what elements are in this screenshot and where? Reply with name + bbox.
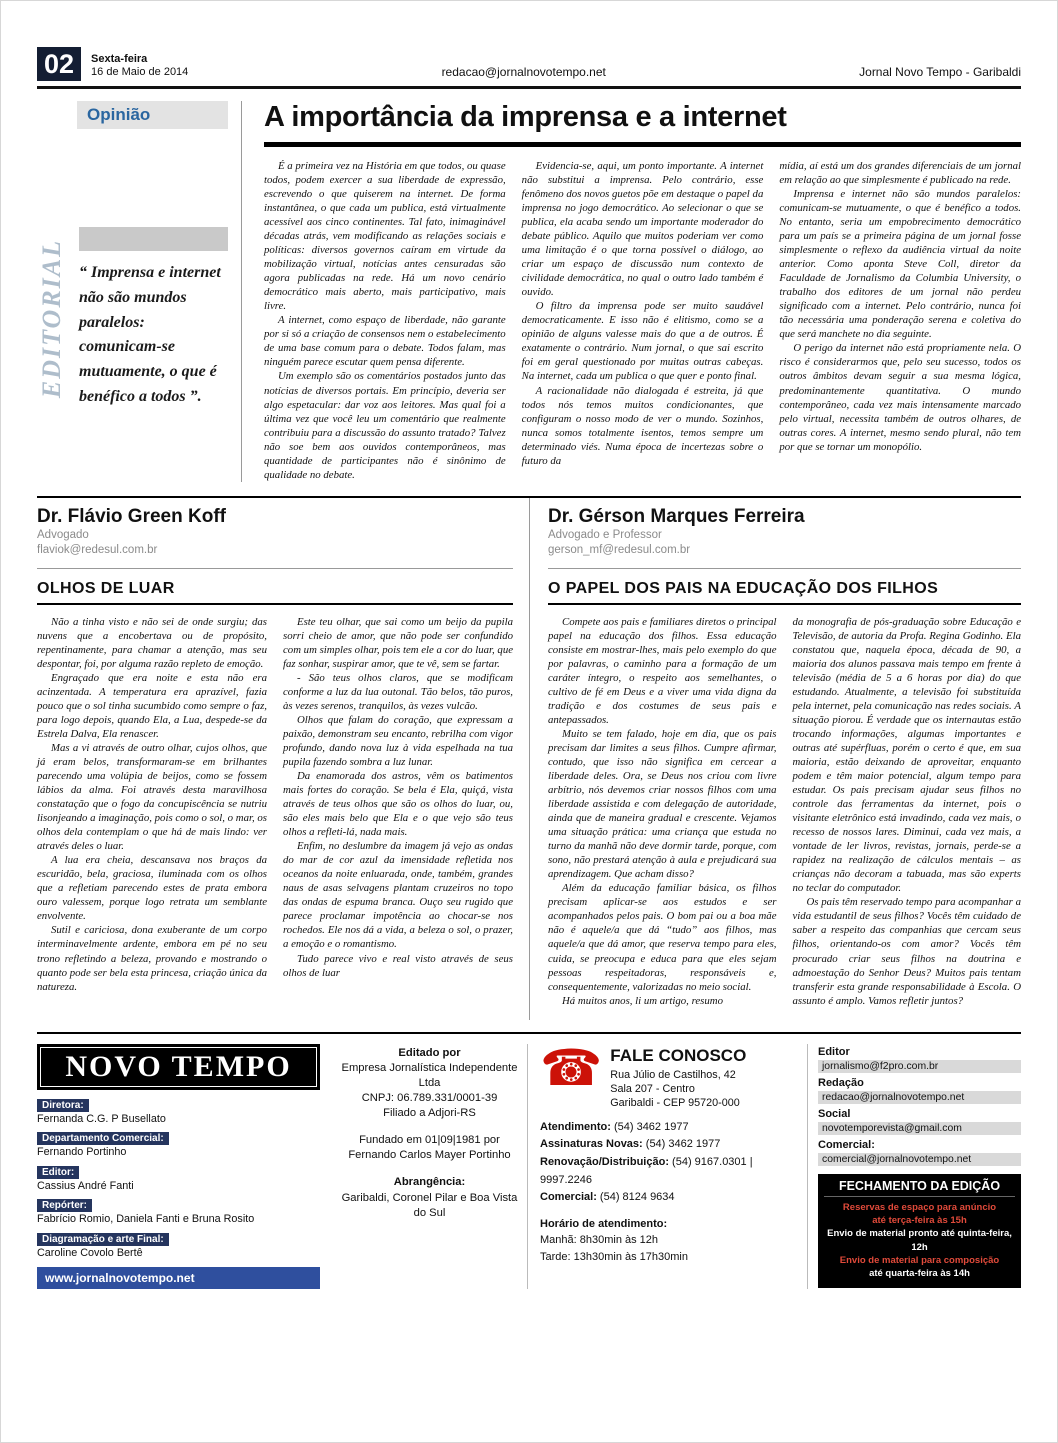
hours-afternoon: Tarde: 13h30min às 17h30min — [540, 1250, 688, 1263]
phone-number: (54) 3462 1977 — [645, 1138, 721, 1151]
phone-item — [540, 1154, 797, 1189]
paragraph: mídia, aí está um dos grandes diferenciais de um jornal em relação ao que simplesmente é publicado na rede. — [779, 160, 1022, 187]
email-label: Comercial: — [818, 1138, 875, 1151]
paragraph: Este teu olhar, que sai como um beijo da pupila sorri cheio de amor, que não pode ser confundido com um simples olhar, pois tem ele a cor do luar, que faz sonhar, suspirar amor, que te vê, sem se fartar. — [283, 615, 514, 670]
article-column-2 — [793, 615, 1022, 1008]
editorial-column-1 — [264, 159, 506, 482]
article-title: O PAPEL DOS PAIS NA EDUCAÇÃO DOS FILHOS — [548, 580, 1021, 605]
phone-label: Atendimento: — [540, 1120, 611, 1133]
paragraph: Imprensa e internet não são mundos paralelos: comunicam-se mutuamente, o que é benéfico a todos. No entanto, seria um empobrecimento democrático para um país se a primeira página de um jornal fosse simplesmente o reflexo da audiência virtual da noite anterior. Como aponta Steve Coll, diretor da Faculdade de Jornalismo da Columbia University, o trabalho dos editores de um jornal não perdeu significado com a internet. Pelo contrário, nunca foi tão necessária uma ponderação serena e coletiva do que será manchete no dia seguinte. — [779, 188, 1022, 341]
article-columns — [548, 615, 1021, 1008]
email-address: redacao@jornalnovotempo.net — [818, 1091, 1021, 1104]
edited-by-label: Editado por — [398, 1046, 461, 1059]
weekday: Sexta-feira — [91, 52, 148, 65]
staff-value: Fernando Portinho — [37, 1146, 127, 1159]
publisher-block — [332, 1044, 527, 1289]
newspaper-page — [1, 1, 1057, 1303]
phone-number: (54) 8124 9634 — [599, 1191, 675, 1204]
address-line-3: Garibaldi - CEP 95720-000 — [610, 1096, 740, 1109]
phone-label: Comercial: — [540, 1191, 597, 1204]
article-column-1 — [548, 615, 777, 1008]
paragraph: Além da educação familiar básica, os filhos precisam aplicar-se aos estudos e ser acompanhados pelos pais. O bom pai ou a boa mãe não é aquele/a que dá “tudo” aos filhos, mas aquele/a que dá amor, que reserva tempo para eles, cuida, se preocupa e educa para que eles sejam pessoas respeitadoras, responsáveis e, consequentemente, valorizadas no meio social. — [548, 882, 777, 993]
phone-item — [540, 1119, 797, 1137]
editorial-column-3 — [779, 159, 1021, 482]
closing-line: Envio de material para composição — [839, 1254, 1000, 1266]
paragraph: Olhos que falam do coração, que expressam a paixão, demonstram seu encanto, rebrilha com vigor profundo, dando nova luz à vida espelhada na tua pupila fazendo sombra a luz lunar. — [283, 713, 513, 769]
email-label: Social — [818, 1107, 851, 1120]
paragraph: - São teus olhos claros, que se modificam conforme a luz da lua outonal. Tão belos, tão puros, às vezes serenos, tranquilos, às vezes vulcão. — [283, 671, 513, 712]
staff-label: Repórter: — [37, 1199, 92, 1212]
email-address: comercial@jornalnovotempo.net — [818, 1153, 1021, 1166]
phone-item — [540, 1136, 797, 1154]
website-bar: www.jornalnovotempo.net — [37, 1267, 320, 1289]
article-olhos-de-luar — [37, 498, 529, 1020]
contact-block — [527, 1039, 807, 1289]
page-number: 02 — [37, 47, 81, 81]
editorial-vertical-label: EDITORIAL — [37, 239, 66, 399]
phone-number: (54) 9167.0301 | 9997.2246 — [540, 1155, 753, 1186]
editorial-section — [37, 101, 1021, 482]
paper-name: Jornal Novo Tempo - Garibaldi — [859, 65, 1021, 79]
paragraph: Mas a vi através de outro olhar, cujos olhos, que já eram belos, transformaram-se em brilhantes parecendo uma volúpia de beijos, como se fossem lábios da alma. Foi através desta maravilhosa constatação que o fogo da concupiscência se nutriu lisonjeando a imaginação, pois como o sol, o mar, os olhos dela contemplam o que há de mais lindo: ver através deles o luar. — [37, 742, 267, 853]
email-label: Redação — [818, 1076, 864, 1089]
staff-item — [37, 1162, 320, 1193]
closing-line: até quarta-feira às 14h — [869, 1268, 970, 1280]
staff-label: Departamento Comercial: — [37, 1132, 169, 1145]
paragraph: Muito se tem falado, hoje em dia, que os pais precisam dar limites a seus filhos. Cumpre afirmar, contudo, que isso não significa em cercear a liberdade deles. Ora, se Deus nos criou com livre arbítrio, nós devemos criar nossos filhos com uma liberdade assistida e com delegação de autoridade, ainda que de maneira gradual e crescente. Vejamos uma situação prática: uma criança que estuda no turno da manhã não deve dormir tarde, porque, com sono, não prestará atenção à aula e prejudicará sua aprendizagem. Que acham disso? — [548, 728, 777, 881]
hours-morning: Manhã: 8h30min às 12h — [540, 1234, 659, 1247]
email-label: Editor — [818, 1045, 850, 1058]
section-label-opiniao: Opinião — [77, 101, 228, 129]
paragraph: Engraçado que era noite e esta não era acinzentada. A temperatura era aprazível, fazia pouco que o sol tinha sucumbido como sempre o faz, para logo depois, quando Ela, a Lua, despede-se da Estrela Dalva, Ela renascer. — [37, 671, 267, 740]
quote-decorative-bar — [79, 227, 228, 251]
staff-value: Fabrício Romio, Daniela Fanti e Bruna Rosito — [37, 1213, 255, 1226]
closing-line: Envio de material pronto até quinta-feira, 12h — [827, 1228, 1012, 1253]
hours-label: Horário de atendimento: — [540, 1217, 668, 1230]
editorial-column-2 — [522, 159, 764, 482]
author-articles — [37, 496, 1021, 1020]
paragraph: Os pais têm reservado tempo para acompanhar a vida estudantil de seus filhos? Vocês têm cuidado de saber a respeito das companhias que cercam seus filhos, orientando-os com amor? Vocês têm procurado criar seus filhos na doutrina e admoestação do Senhor Deus? Muitos pais tentam transferir esta grande responsabilidade à Escola. O assunto é amplo. Vamos refletir juntos? — [792, 896, 1021, 1007]
staff-label: Diretora: — [37, 1099, 89, 1112]
pull-quote: “ Imprensa e internet não são mundos paralelos: comunicam-se mutuamente, o que é benéfico a todos ”. — [79, 264, 221, 405]
staff-block — [37, 1044, 332, 1289]
paragraph: A lua era cheia, descansava nos braços da escuridão, bela, graciosa, iluminada com os olhos que a refletiam parecendo estes de prata embora ouro valessem, porque logo retrata um semblante envolvente. — [37, 854, 267, 923]
date-block — [91, 53, 188, 82]
email-address: novotemporevista@gmail.com — [818, 1122, 1021, 1135]
author-role: Advogado e Professor — [548, 528, 662, 541]
editorial-columns — [264, 159, 1021, 482]
paragraph: da monografia de pós-graduação sobre Educação e Televisão, de autoria da Profa. Regina Godinho. Ela constatou que, naquela época, década de 90, a maioria dos alunos passava mais tempo em frente à televisão (média de 5 a 6 horas por dia) do que estudando. Atualmente, a televisão foi substituída pela internet, pela comunicação nas redes sociais. A situação piorou. É verdade que os internautas estão trocando informações, algumas importantes e outras até supérfluas, porém o certo é que, em sua maioria, estão deixando de aproveitar, enquanto podem e têm maior potencial, algum tempo para estudar. Os pais precisam ajudar seus filhos no controle das ferramentas da internet, pois o visitante eletrônico está invadindo, cada vez mais, o recesso de nossos lares. Diminui, cada vez mais, a vontade de ler livros, revistas, jornais, perde-se a rapidez na realização de cálculos mentais – as crianças não decoram a tabuada, mas são experts no teclar do computador. — [792, 615, 1021, 895]
paragraph: Evidencia-se, aqui, um ponto importante. A internet não substitui a imprensa. Pelo contrário, esse fenômeno dos novos guetos põe em destaque o papel da imprensa no jogo democrático. Ao selecionar o que se publica, ela acaba sendo um importante moderador do debate público. Aquilo que muitos poderiam ver como uma limitação é o que torna possível o diálogo, ao criar um espaço de discussão num contexto de civilidade democrática, no qual o outro lado também é ouvido. — [521, 160, 764, 299]
paragraph: O perigo da internet não está propriamente nela. O risco é considerarmos que, pelo seu sucesso, todos os outros âmbitos devam seguir a sua mesma lógica, predominantemente quantitativa. O mundo contemporâneo, cada vez mais intensamente marcado pelo virtual, necessita também de outros olhares, de outras cores. A internet, mesmo sendo plural, não tem por que se tornar um monopólio. — [779, 342, 1022, 453]
staff-value: Caroline Covolo Bertê — [37, 1246, 143, 1259]
staff-item — [37, 1095, 320, 1126]
pull-quote-block — [79, 227, 228, 410]
staff-label: Diagramação e arte Final: — [37, 1233, 169, 1246]
editorial-rail — [37, 101, 242, 482]
opening-hours — [540, 1216, 797, 1266]
address-line-2: Sala 207 - Centro — [610, 1082, 695, 1095]
author-email: gerson_mf@redesul.com.br — [548, 544, 691, 557]
logo-text: NOVO TEMPO — [40, 1047, 317, 1087]
staff-value: Fernanda C.G. P Busellato — [37, 1112, 166, 1125]
contact-header — [540, 1039, 797, 1110]
contact-title: FALE CONOSCO — [610, 1045, 747, 1065]
paragraph: Compete aos pais e familiares diretos o principal papel na educação dos filhos. Essa educação consiste em mostrar-lhes, mais pelo exemplo do que por palavras, o caminho para a formação de um caráter íntegro, o respeito aos semelhantes, o cultivo de fé em Deus e a viver uma vida digna da tradição e dos costumes de seus pais e antepassados. — [548, 615, 777, 726]
paragraph: Um exemplo são os comentários postados junto das notícias de diversos portais. Em princípio, deveria ser algo espetacular: dar voz aos leitores. Mas qual foi a última vez que você leu um comentário que realmente contribuiu para a discussão do assunto tratado? Talvez não soe bem aos ouvidos contemporâneos, mas quantidade de participantes não é sinônimo de qualidade no debate. — [264, 370, 506, 481]
publisher-cnpj: CNPJ: 06.789.331/0001-39 — [361, 1091, 498, 1104]
masthead — [37, 47, 1021, 89]
date: 16 de Maio de 2014 — [91, 66, 189, 79]
article-columns — [37, 615, 513, 994]
paragraph: Sutil e cariciosa, dona exuberante de um corpo interminavelmente ardente, embora em pé no seu trono refletindo a beleza, provando e mostrando o quanto pode ser bela esta princesa, criação única da natureza. — [37, 924, 267, 993]
edition-closing-box — [818, 1174, 1021, 1289]
coverage-area: Garibaldi, Coronel Pilar e Boa Vista do Sul — [341, 1191, 518, 1219]
author-header — [37, 506, 513, 569]
paragraph: Tudo parece vivo e real visto através de seus olhos de luar — [283, 952, 513, 979]
paragraph: A racionalidade não dialogada é estreita, já que todos nós temos muitos condicionantes, que configuram o nosso modo de ver o mundo. Sozinhos, nunca somos totalmente isentos, temos sempre um determinado viés. Numa época de incertezas sobre o futuro da — [521, 384, 764, 467]
staff-list — [37, 1095, 320, 1260]
staff-label: Editor: — [37, 1166, 79, 1179]
coverage-label: Abrangência: — [393, 1176, 466, 1189]
closing-line: Reservas de espaço para anúncio — [842, 1201, 997, 1213]
phone-label: Renovação/Distribuição: — [540, 1155, 669, 1168]
staff-item — [37, 1128, 320, 1159]
author-role: Advogado — [37, 528, 89, 541]
paragraph: É a primeira vez na História em que todos, ou quase todos, podem exercer a sua liberdade de expressão, escrevendo o que quiserem na internet. De forma instantânea, o que cada um publica, está virtualmente acessível aos cinco continentes. Tal fato, inimaginável décadas atrás, vem modificando as relações sociais e políticas: diversos governos caíram em virtude da mobilização virtual, notícias antes censuradas são agora publicadas na rede. Há um novo cenário democrático mais aberto, mais participativo, mais livre. — [264, 160, 506, 313]
closing-line: até terça-feira às 15h — [872, 1214, 967, 1226]
masthead-email: redacao@jornalnovotempo.net — [441, 65, 606, 79]
publisher-company: Empresa Jornalística Independente Ltda — [341, 1061, 518, 1089]
closing-title: FECHAMENTO DA EDIÇÃO — [824, 1179, 1015, 1197]
staff-value: Cassius André Fanti — [37, 1179, 134, 1192]
phone-list — [540, 1119, 797, 1207]
contact-address — [610, 1046, 746, 1110]
headline: A importância da imprensa e a internet — [264, 101, 1021, 147]
paragraph: Não a tinha visto e não sei de onde surgiu; das nuvens que a encobertava ou de propósito, repentinamente, para chamar a atenção, mas seu despontar, foi, por alguma razão repleto de emoção. — [37, 615, 267, 670]
paragraph: A internet, como espaço de liberdade, não garante por si só a criação de consensos nem o estabelecimento de uma base comum para o debate. Todos falam, mas ninguém parece escutar quem pensa diferente. — [264, 314, 506, 369]
phone-number: (54) 3462 1977 — [613, 1120, 689, 1133]
phone-label: Assinaturas Novas: — [540, 1138, 643, 1151]
article-title: OLHOS DE LUAR — [37, 580, 513, 605]
newspaper-logo — [37, 1044, 320, 1090]
publisher-founded: Fundado em 01|09|1981 por Fernando Carlos Mayer Portinho — [348, 1134, 511, 1162]
paragraph: Da enamorada dos astros, vêm os batimentos mais fortes do coração. Se bela é Ela, quiçá, vista através de teus olhos que são os olhos do luar, ou, são eles mais belo que Ela e o que vejo são teus olhos a refleti-lá, nada mais. — [283, 770, 513, 839]
publisher-affiliation: Filiado a Adjori-RS — [383, 1107, 476, 1120]
author-email: flaviok@redesul.com.br — [37, 544, 158, 557]
article-column-2 — [283, 615, 513, 994]
telephone-icon: ☎ — [540, 1039, 603, 1096]
article-papel-dos-pais — [529, 498, 1021, 1020]
emails-block — [807, 1044, 1021, 1289]
phone-item — [540, 1189, 797, 1207]
email-address: jornalismo@f2pro.com.br — [818, 1060, 1021, 1073]
address-line-1: Rua Júlio de Castilhos, 42 — [610, 1068, 736, 1081]
paragraph: Há muitos anos, li um artigo, resumo — [562, 994, 723, 1007]
article-column-1 — [37, 615, 267, 994]
paragraph: Enfim, no deslumbre da imagem já vejo as ondas do mar de cor azul da imensidade refletida nos oceanos da noite enluarada, onde, também, grandes naus de asas selvagens plantam cruzeiros no topo das ondas de espuma branca. Ouço seu rugido que parece proclamar impotência ao chocar-se nos rochedos. Ele nos dá a vida, a beleza o sol, o prazer, a emoção e o romantismo. — [283, 840, 513, 951]
staff-item — [37, 1229, 320, 1260]
author-header — [548, 506, 1021, 569]
author-name: Dr. Gérson Marques Ferreira — [548, 505, 805, 527]
expediente-footer — [37, 1032, 1021, 1303]
spacer — [340, 1121, 519, 1133]
author-name: Dr. Flávio Green Koff — [37, 505, 226, 527]
editorial-article — [242, 101, 1021, 482]
paragraph: O filtro da imprensa pode ser muito saudável democraticamente. E isso não é elitismo, como se a opinião de alguns valesse mais do que a de outros. É exatamente o contrário. Num jornal, o que sai escrito foi em geral questionado por muitas outras cabeças. Na internet, cada um publica o que quer e ponto final. — [521, 300, 764, 383]
spacer — [340, 1163, 519, 1175]
staff-item — [37, 1195, 320, 1226]
